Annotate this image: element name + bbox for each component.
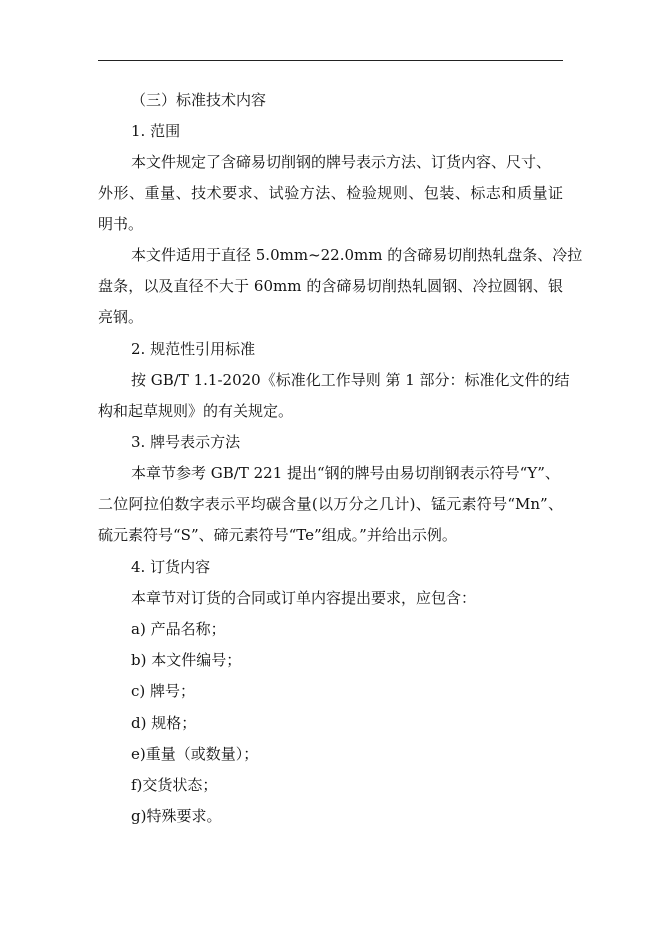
normative-heading: 2. 规范性引用标准 [131,340,256,358]
scope-paragraph-2-line-2: 盘条，以及直径不大于 60mm 的含碲易切削热轧圆钢、冷拉圆钢、银 [98,277,563,295]
header-rule [98,60,563,61]
scope-paragraph-2-line-3: 亮钢。 [98,308,144,326]
grade-line-2: 二位阿拉伯数字表示平均碳含量(以万分之几计)、锰元素符号“Mn”、 [98,495,563,513]
normative-line-1: 按 GB/T 1.1-2020《标准化工作导则 第 1 部分：标准化文件的结 [131,371,570,389]
order-item-d: d) 规格； [131,714,197,732]
grade-line-3: 硫元素符号“S”、碲元素符号“Te”组成。”并给出示例。 [98,526,457,544]
scope-heading: 1. 范围 [131,122,181,140]
order-intro: 本章节对订货的合同或订单内容提出要求，应包含： [131,589,477,607]
order-item-f: f)交货状态； [131,776,218,794]
order-item-e: e)重量（或数量）； [131,745,259,763]
scope-paragraph-2-line-1: 本文件适用于直径 5.0mm~22.0mm 的含碲易切削热轧盘条、冷拉 [131,246,583,264]
order-heading: 4. 订货内容 [131,558,211,576]
scope-paragraph-1-line-3: 明书。 [98,215,144,233]
grade-heading: 3. 牌号表示方法 [131,433,241,451]
order-item-a: a) 产品名称； [131,620,226,638]
order-item-b: b) 本文件编号； [131,651,242,669]
scope-paragraph-1-line-2: 外形、重量、技术要求、试验方法、检验规则、包装、标志和质量证 [98,184,563,202]
section-heading: （三）标准技术内容 [131,91,267,109]
normative-line-2: 构和起草规则》的有关规定。 [98,402,294,420]
scope-paragraph-1-line-1: 本文件规定了含碲易切削钢的牌号表示方法、订货内容、尺寸、 [131,153,552,171]
grade-line-1: 本章节参考 GB/T 221 提出“钢的牌号由易切削钢表示符号“Y”、 [131,464,560,482]
order-item-g: g)特殊要求。 [131,807,222,825]
order-item-c: c) 牌号； [131,682,196,700]
